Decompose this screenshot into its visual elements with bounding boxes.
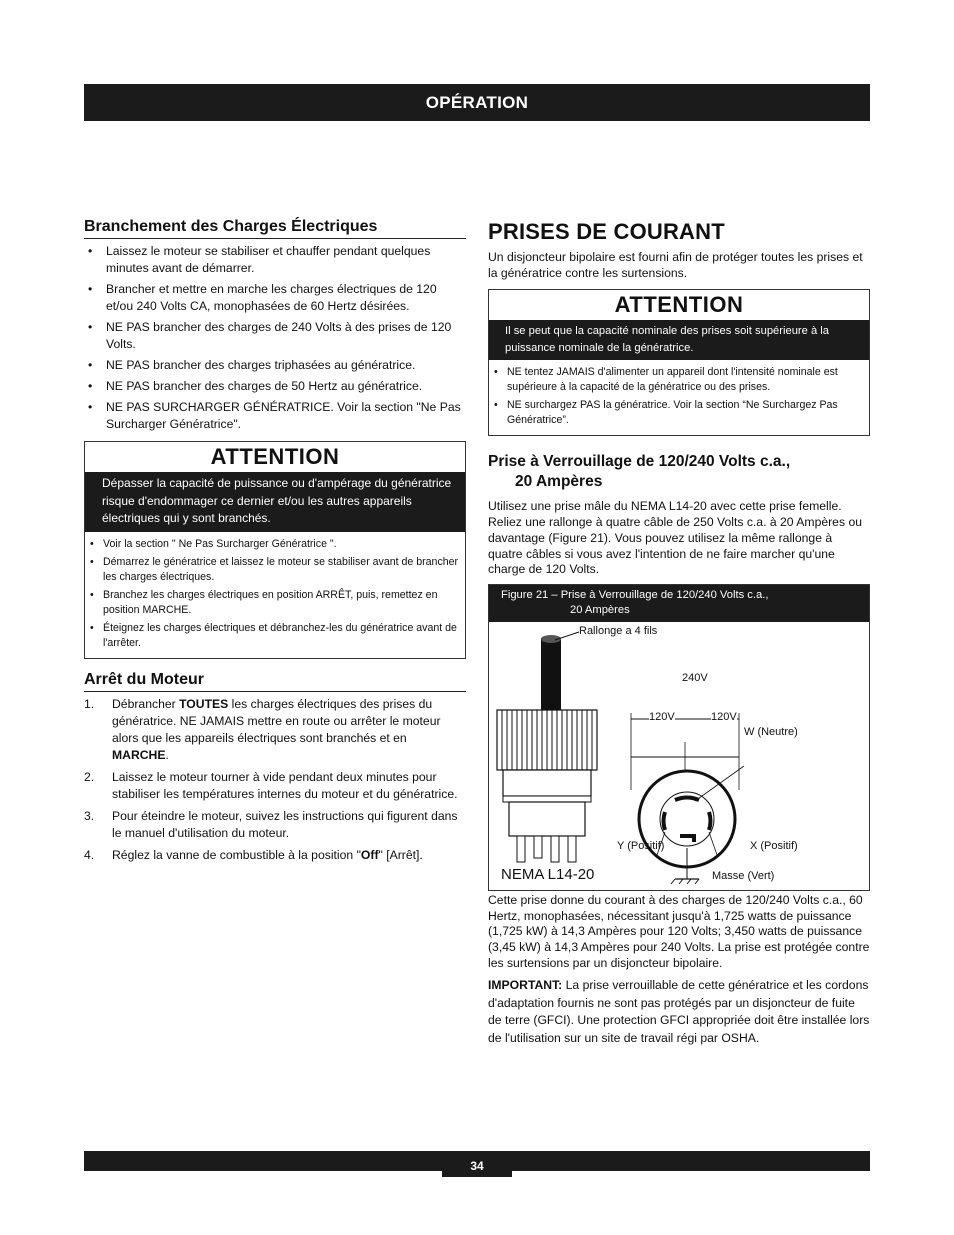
- step-text: Débrancher: [112, 696, 180, 711]
- list-item: • Branchez les charges électriques en position ARRÊT, puis, remettez en position MARCHE.: [85, 588, 459, 618]
- list-item: [84, 769, 466, 803]
- step-number: 3.: [84, 808, 95, 823]
- plug-collar: [503, 770, 591, 796]
- ground-hatch: [695, 879, 699, 884]
- step-number: 4.: [84, 847, 95, 862]
- step-number: 2.: [84, 769, 95, 784]
- attention-list: [85, 532, 465, 658]
- subsection-title-line2: 20 Ampères: [515, 473, 603, 491]
- ground-hatch: [671, 879, 675, 884]
- prong: [568, 836, 576, 862]
- list-item: • Laissez le moteur se stabiliser et chauffer pendant quelques minutes avant de démarrer.: [84, 243, 466, 277]
- prong: [551, 836, 559, 862]
- attention-box-left: [84, 441, 466, 659]
- subsection-title: [488, 452, 870, 492]
- figure-caption-line2: 20 Ampères: [570, 603, 630, 616]
- step-text: Laissez le moteur tourner à vide pendant deux minutes pour stabiliser les températures internes du moteur et du génératrice.: [112, 769, 458, 801]
- label-neutral: W (Neutre): [744, 725, 798, 738]
- right-column: [488, 218, 870, 1047]
- list-item: • Brancher et mettre en marche les charges électriques de 120 et/ou 240 Volts CA, monophasées de 60 Hertz désirées.: [84, 281, 466, 315]
- nema-plug-illustration: [489, 622, 869, 890]
- step-text: .: [165, 747, 169, 762]
- intro-text: Un disjoncteur bipolaire est fourni afin de protéger toutes les prises et la génératrice contre les surtensions.: [488, 250, 863, 280]
- step-text: " [Arrêt].: [378, 847, 423, 862]
- list-item: • NE PAS SURCHARGER GÉNÉRATRICE. Voir la section "Ne Pas Surcharger Génératrice".: [84, 399, 466, 433]
- list-item: • NE PAS brancher des charges de 240 Volts à des prises de 120 Volts.: [84, 319, 466, 353]
- ground-hatch: [679, 879, 683, 884]
- list-item: [84, 847, 466, 864]
- attention-warning: Il se peut que la capacité nominale des prises soit supérieure à la puissance nominale de la génératrice.: [489, 320, 869, 360]
- step-emphasis: Off: [360, 847, 379, 862]
- list-item: • NE PAS brancher des charges de 50 Hertz au génératrice.: [84, 378, 466, 395]
- list-item: • NE tentez JAMAIS d'alimenter un appareil dont l'intensité nominale est supérieure à la capacité de la génératrice ou des prises.: [489, 365, 863, 395]
- plug-collar-lip: [503, 796, 591, 802]
- step-text: les charges électriques des prises du génératrice. NE JAMAIS mettre en route ou arrêter le moteur alors que les appareils électriques sont branchés et en: [112, 696, 441, 745]
- page-number: 34: [442, 1151, 512, 1177]
- ground-hatch: [687, 879, 691, 884]
- important-label: IMPORTANT:: [488, 978, 563, 993]
- left-column: [84, 218, 466, 869]
- list-item: • Voir la section " Ne Pas Surcharger Génératrice ".: [85, 537, 459, 552]
- step-number: 1.: [84, 696, 95, 711]
- list-item: • NE surchargez PAS la génératrice. Voir la section “Ne Surchargez Pas Génératrice”.: [489, 398, 863, 428]
- list-item: • NE PAS brancher des charges triphasées au génératrice.: [84, 357, 466, 374]
- arret-steps: [84, 696, 466, 864]
- step-text: Réglez la vanne de combustible à la position ": [112, 847, 361, 862]
- figure-caption-line1: Figure 21 – Prise à Verrouillage de 120/240 Volts c.a.,: [501, 588, 769, 601]
- figure-21: [488, 584, 870, 891]
- label-240v: 240V: [682, 671, 708, 684]
- attention-box-right: [488, 289, 870, 436]
- branchement-list: [84, 243, 466, 433]
- figure-diagram: [489, 622, 869, 890]
- list-item: • Démarrez le génératrice et laissez le moteur se stabiliser avant de brancher les charges électriques.: [85, 555, 459, 585]
- slot-x: [709, 812, 711, 830]
- label-cord: Rallonge a 4 fils: [579, 624, 658, 637]
- important-text: La prise verrouillable de cette génératrice et les cordons d'adaptation fournis ne sont pas protégés par un disjoncteur de fuite de terre (GFCI). Une protection GFCI appropriée doit être installée lors de l'utilisation sur un site de travail régi par OSHA.: [488, 978, 870, 1045]
- important-note: [488, 977, 870, 1047]
- label-120v-left: 120V: [649, 710, 675, 723]
- label-y-positive: Y (Positif): [617, 839, 665, 852]
- cord-leader-line: [555, 632, 579, 640]
- attention-list: [489, 360, 869, 435]
- label-x-positive: X (Positif): [750, 839, 798, 852]
- attention-title: ATTENTION: [614, 292, 744, 318]
- page-title: PRISES DE COURANT: [488, 219, 725, 244]
- attention-title: ATTENTION: [210, 444, 340, 469]
- list-item: [84, 696, 466, 764]
- figure-caption: [489, 585, 869, 622]
- list-item: [84, 808, 466, 842]
- section-title-arret: Arrêt du Moteur: [84, 671, 466, 692]
- section-title-branchement: Branchement des Charges Électriques: [84, 218, 466, 239]
- label-nema: NEMA L14-20: [501, 865, 595, 883]
- subsection-text: Utilisez une prise mâle du NEMA L14-20 avec cette prise femelle. Reliez une rallonge à quatre câble de 250 Volts c.a. à 20 Ampères ou davantage (Figure 21). Vous pouvez utilisez la même rallonge à quatre câbles si vous avez l'intention de ne faire marcher qu'une charge de 120 Volts.: [488, 499, 862, 577]
- step-text: Pour éteindre le moteur, suivez les instructions qui figurent dans le manuel d'utilisation du moteur.: [112, 808, 458, 840]
- list-item: • Éteignez les charges électriques et débranchez-les du génératrice avant de l'arrêter.: [85, 621, 459, 651]
- section-header: OPÉRATION: [84, 84, 870, 121]
- step-emphasis: MARCHE: [112, 747, 166, 762]
- label-120v-right: 120V: [711, 710, 737, 723]
- step-emphasis: TOUTES: [179, 696, 229, 711]
- plug-face: [509, 802, 585, 836]
- label-ground: Masse (Vert): [712, 869, 775, 882]
- subsection-title-line1: Prise à Verrouillage de 120/240 Volts c.a.,: [488, 453, 791, 471]
- outlet-description: Cette prise donne du courant à des charges de 120/240 Volts c.a., 60 Hertz, monophasées, nécessitant jusqu'à 1,725 watts de puissance (1,725 kW) à 14,3 Ampères pour 120 Volts; 3,450 watts de puissance (3,45 kW) à 14,3 Ampères pour 240 Volts. La prise est protégée contre les surtensions par un disjoncteur bipolaire.: [488, 892, 870, 970]
- attention-warning: Dépasser la capacité de puissance ou d'ampérage du génératrice risque d'endommager ce dernier et/ou les autres appareils électriques qui y sont branchés.: [85, 472, 465, 532]
- slot-y: [664, 812, 666, 830]
- cord-shape: [541, 638, 561, 712]
- prong: [517, 836, 525, 862]
- prong: [534, 836, 542, 858]
